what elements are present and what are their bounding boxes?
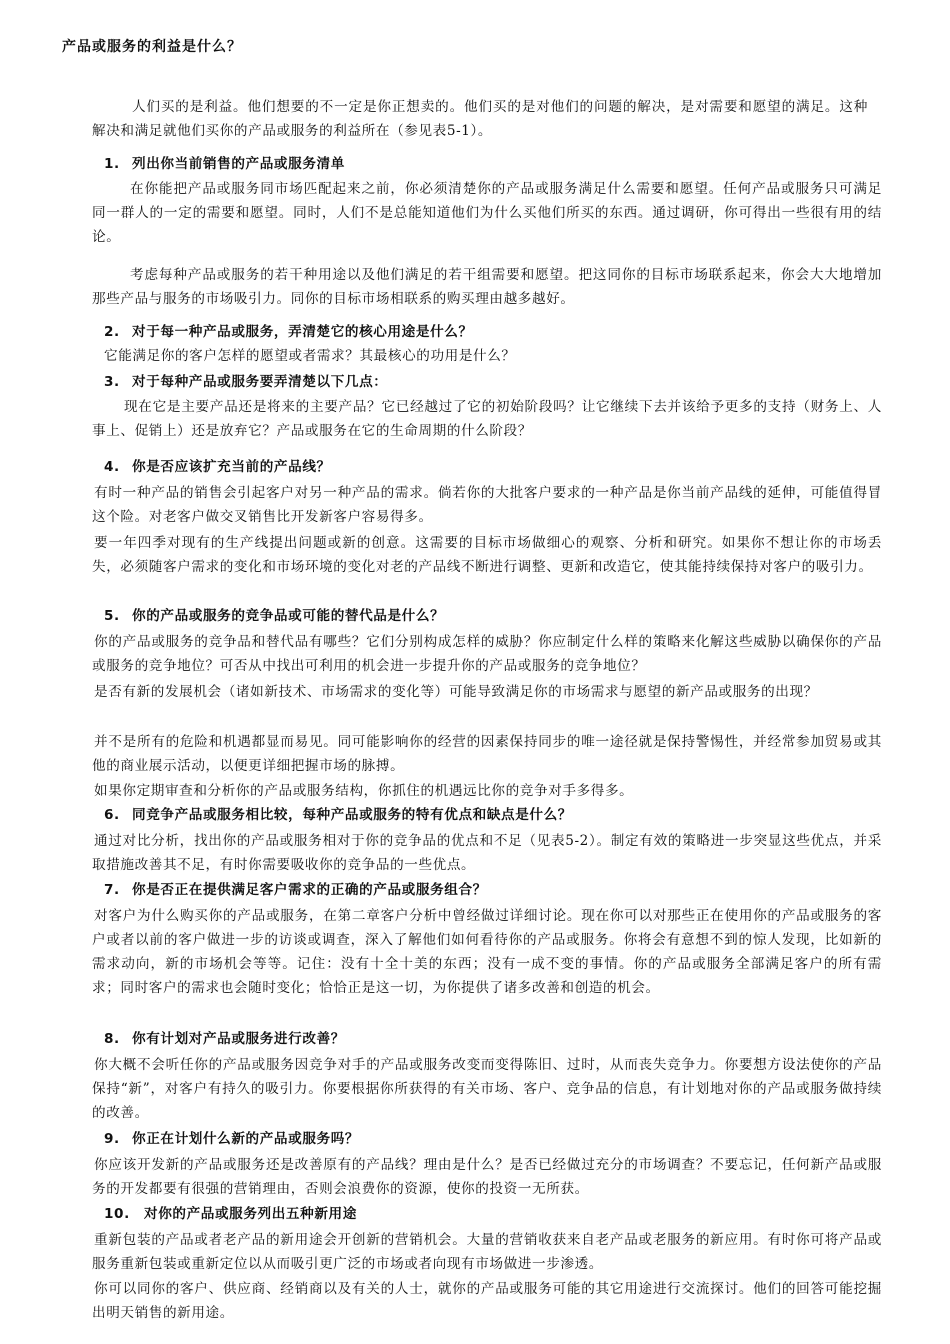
section-number: 6. xyxy=(104,807,120,823)
section-5-paragraph-1: 你的产品或服务的竞争品和替代品有哪些？它们分别构成怎样的威胁？你应制定什么样的策略来化解这些威胁以确保你的产品或服务的竞争地位？可否从中找出可利用的机会进一步提升你的产品或服务的竞争地位？ xyxy=(92,634,882,674)
section-title: 列出你当前销售的产品或服务清单 xyxy=(132,156,345,172)
section-heading-2 xyxy=(104,321,473,343)
section-10-paragraph-1: 重新包装的产品或者老产品的新用途会开创新的营销机会。大量的营销收获来自老产品或老服务的新应用。有时你可将产品或服务重新包装或重新定位以从而吸引更广泛的市场或者向现有市场做进一步渗透。 xyxy=(92,1232,882,1272)
section-2-paragraph-1: 它能满足你的客户怎样的愿望或者需求？其最核心的功用是什么？ xyxy=(104,348,516,364)
section-heading-6 xyxy=(104,804,572,826)
section-heading-7 xyxy=(104,879,487,901)
section-5-paragraph-4: 如果你定期审查和分析你的产品或服务结构，你抓住的机遇远比你的竞争对手多得多。 xyxy=(94,783,634,799)
section-9-paragraph-1: 你应该开发新的产品或服务还是改善原有的产品线？理由是什么？是否已经做过充分的市场调查？不要忘记，任何新产品或服务的开发都要有很强的营销理由，否则会浪费你的资源，使你的投资一无所获。 xyxy=(92,1157,882,1197)
section-number: 10. xyxy=(104,1206,130,1222)
section-title: 对于每一种产品或服务，弄清楚它的核心用途是什么？ xyxy=(132,324,473,340)
section-heading-3 xyxy=(104,371,388,393)
section-7-paragraph-1: 对客户为什么购买你的产品或服务，在第二章客户分析中曾经做过详细讨论。现在你可以对那些正在使用你的产品或服务的客户或者以前的客户做进一步的访谈或调查，深入了解他们如何看待你的产品或服务。你将会有意想不到的惊人发现，比如新的需求动向，新的市场机会等等。记住：没有十全十美的东西；没有一成不变的事情。你的产品或服务全部满足客户的所有需求；同时客户的需求也会随时变化；恰恰正是这一切，为你提供了诸多改善和创造的机会。 xyxy=(92,908,882,996)
section-8-paragraph-1: 你大概不会听任你的产品或服务因竞争对手的产品或服务改变而变得陈旧、过时，从而丧失竞争力。你要想方设法使你的产品保持“新”，对客户有持久的吸引力。你要根据你所获得的有关市场、客户、竞争品的信息，有计划地对你的产品或服务做持续的改善。 xyxy=(92,1057,882,1121)
page-title: 产品或服务的利益是什么？ xyxy=(62,39,242,55)
section-title: 你是否正在提供满足客户需求的正确的产品或服务组合？ xyxy=(132,882,487,898)
section-number: 1. xyxy=(104,156,120,172)
section-3-paragraph-1: 现在它是主要产品还是将来的主要产品？它已经越过了它的初始阶段吗？让它继续下去并该给予更多的支持（财务上、人事上、促销上）还是放弃它？产品或服务在它的生命周期的什么阶段？ xyxy=(92,399,882,439)
section-title: 对你的产品或服务列出五种新用途 xyxy=(144,1206,357,1222)
section-title: 你正在计划什么新的产品或服务吗？ xyxy=(132,1131,360,1147)
section-heading-8 xyxy=(104,1028,345,1050)
section-heading-9 xyxy=(104,1128,359,1150)
section-title: 你有计划对产品或服务进行改善？ xyxy=(132,1031,345,1047)
section-number: 3. xyxy=(104,374,120,390)
section-6-paragraph-1: 通过对比分析，找出你的产品或服务相对于你的竞争品的优点和不足（见表5-2）。制定有效的策略进一步突显这些优点，并采取措施改善其不足，有时你需要吸收你的竞争品的一些优点。 xyxy=(92,833,882,873)
section-number: 7. xyxy=(104,882,120,898)
section-number: 9. xyxy=(104,1131,120,1147)
section-number: 8. xyxy=(104,1031,120,1047)
section-title: 你的产品或服务的竞争品或可能的替代品是什么？ xyxy=(132,608,445,624)
section-title: 对于每种产品或服务要弄清楚以下几点： xyxy=(132,374,388,390)
section-10-paragraph-2: 你可以同你的客户、供应商、经销商以及有关的人士，就你的产品或服务可能的其它用途进行交流探讨。他们的回答可能挖掘出明天销售的新用途。 xyxy=(92,1281,882,1321)
section-number: 5. xyxy=(104,608,120,624)
section-1-paragraph-2: 考虑每种产品或服务的若干种用途以及他们满足的若干组需要和愿望。把这同你的目标市场联系起来，你会大大地增加那些产品与服务的市场吸引力。同你的目标市场相联系的购买理由越多越好。 xyxy=(92,267,882,307)
section-4-paragraph-2: 要一年四季对现有的生产线提出问题或新的创意。这需要的目标市场做细心的观察、分析和研究。如果你不想让你的市场丢失，必须随客户需求的变化和市场环境的变化对老的产品线不断进行调整、更新和改造它，使其能持续保持对客户的吸引力。 xyxy=(92,535,882,575)
section-number: 2. xyxy=(104,324,120,340)
intro-paragraph: 人们买的是利益。他们想要的不一定是你正想卖的。他们买的是对他们的问题的解决，是对需要和愿望的满足。这种解决和满足就他们买你的产品或服务的利益所在（参见表5-1）。 xyxy=(92,99,868,139)
section-number: 4. xyxy=(104,459,120,475)
section-heading-4 xyxy=(104,456,331,478)
section-1-paragraph-1: 在你能把产品或服务同市场匹配起来之前，你必须清楚你的产品或服务满足什么需要和愿望。任何产品或服务只可满足同一群人的一定的需要和愿望。同时，人们不是总能知道他们为什么买他们所买的东西。通过调研，你可得出一些很有用的结论。 xyxy=(92,181,882,245)
section-heading-10 xyxy=(104,1203,357,1225)
section-title: 你是否应该扩充当前的产品线？ xyxy=(132,459,331,475)
section-4-paragraph-1: 有时一种产品的销售会引起客户对另一种产品的需求。倘若你的大批客户要求的一种产品是你当前产品线的延伸，可能值得冒这个险。对老客户做交叉销售比开发新客户容易得多。 xyxy=(92,485,882,525)
section-5-paragraph-3: 并不是所有的危险和机遇都显而易见。同可能影响你的经营的因素保持同步的唯一途径就是保持警惕性，并经常参加贸易或其他的商业展示活动，以便更详细把握市场的脉搏。 xyxy=(92,734,882,774)
section-heading-1 xyxy=(104,153,345,175)
section-5-paragraph-2: 是否有新的发展机会（诸如新技术、市场需求的变化等）可能导致满足你的市场需求与愿望的新产品或服务的出现？ xyxy=(94,684,818,700)
section-heading-5 xyxy=(104,605,444,627)
section-title: 同竞争产品或服务相比较，每种产品或服务的特有优点和缺点是什么？ xyxy=(132,807,573,823)
